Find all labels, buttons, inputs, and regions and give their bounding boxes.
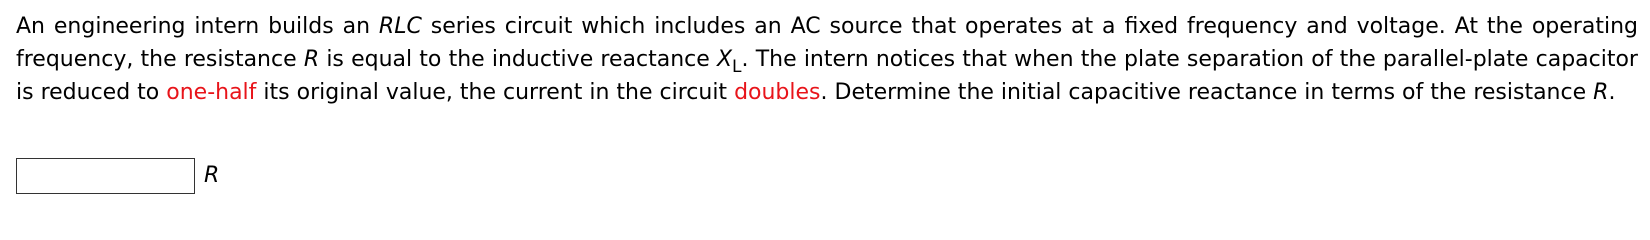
resistance-variable: R xyxy=(1593,80,1609,105)
problem-text-segment: its original value, the current in the circuit xyxy=(256,80,735,105)
reactance-variable: X xyxy=(716,47,733,72)
rlc-variable: RLC xyxy=(378,14,422,39)
highlight-one-half: one-half xyxy=(166,80,257,105)
inductive-reactance-symbol xyxy=(716,47,742,77)
answer-unit-label: R xyxy=(204,163,220,188)
answer-input[interactable] xyxy=(16,158,195,194)
problem-text-segment: series circuit which includes an AC source that operates at a fixed frequency and voltage. At the operating frequency, the resistance xyxy=(16,14,1638,72)
answer-row xyxy=(16,158,219,194)
problem-text-segment: . The intern notices that when the plate separation of the parallel-plate capacitor is reduced to xyxy=(16,47,1638,105)
resistance-variable: R xyxy=(303,47,320,72)
problem-text-segment: is equal to the inductive reactance xyxy=(319,47,717,72)
problem-text xyxy=(16,10,1638,109)
problem-text-segment: . Determine the initial capacitive reactance in terms of the resistance xyxy=(820,80,1594,105)
problem-text-segment: . xyxy=(1608,80,1616,105)
highlight-doubles: doubles xyxy=(734,80,821,105)
problem-text-segment: An engineering intern builds an xyxy=(16,14,379,39)
reactance-subscript: L xyxy=(732,57,742,77)
